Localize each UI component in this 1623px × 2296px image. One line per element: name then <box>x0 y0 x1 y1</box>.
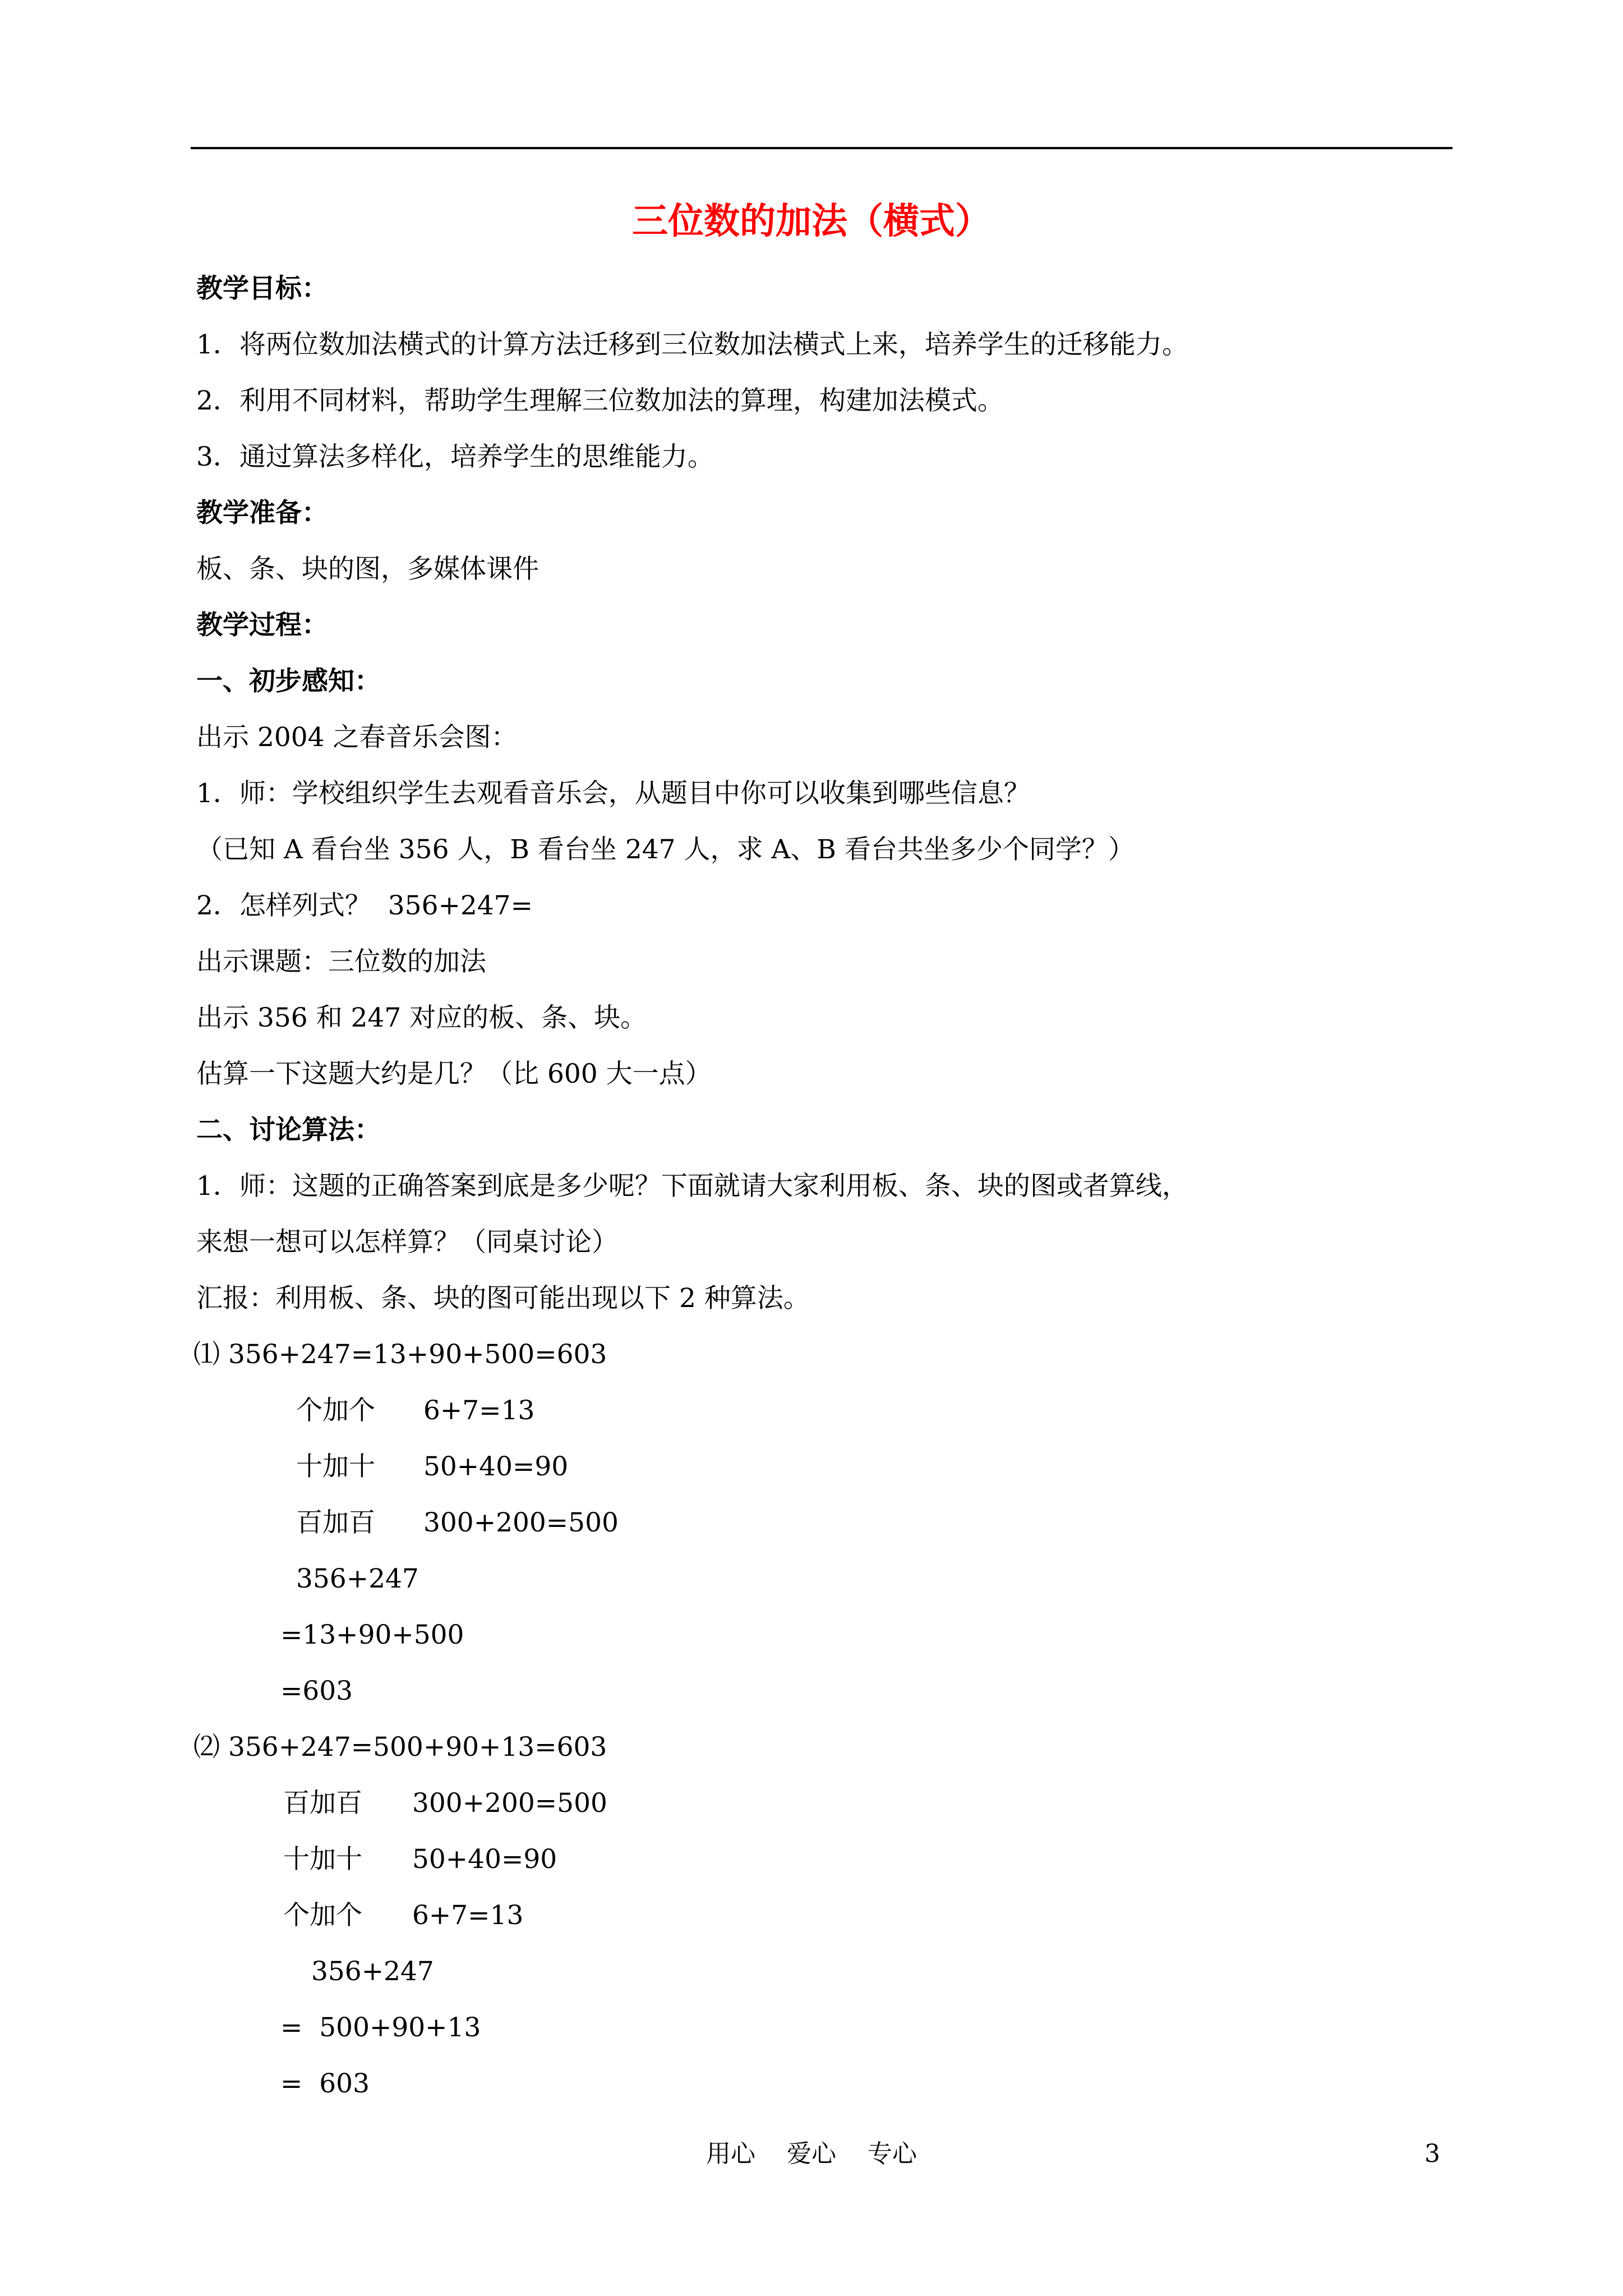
paragraph-3: （已知 A 看台坐 356 人，B 看台坐 247 人，求 A、B 看台共坐多少个同学？） <box>196 834 1135 865</box>
paragraph-7: 估算一下这题大约是几？（比 600 大一点） <box>196 1059 712 1089</box>
method1-step2: =13+90+500 <box>280 1619 464 1650</box>
method2-heading: ⑵ 356+247=500+90+13=603 <box>193 1732 607 1763</box>
paragraph-8: 1．师：这题的正确答案到底是多少呢？下面就请大家利用板、条、块的图或者算线， <box>196 1171 1188 1202</box>
method2-step3: = 603 <box>280 2068 370 2099</box>
method1-step1: 356+247 <box>296 1563 419 1594</box>
part2-heading: 二、讨论算法： <box>196 1115 381 1145</box>
method1-row2-expr: 50+40=90 <box>423 1451 569 1482</box>
method2-step1: 356+247 <box>311 1956 434 1987</box>
paragraph-5: 出示课题：三位数的加法 <box>196 946 486 977</box>
goal-3: 3．通过算法多样化，培养学生的思维能力。 <box>196 441 714 472</box>
method1-row2-label: 十加十 <box>296 1451 375 1482</box>
paragraph-1: 出示 2004 之春音乐会图： <box>196 722 518 753</box>
page-number: 3 <box>1424 2139 1440 2168</box>
part1-heading: 一、初步感知： <box>196 666 381 697</box>
paragraph-10: 汇报：利用板、条、块的图可能出现以下 2 种算法。 <box>196 1283 810 1314</box>
method2-step2: = 500+90+13 <box>280 2012 481 2043</box>
method2-row1-label: 百加百 <box>283 1788 362 1819</box>
paragraph-2: 1．师：学校组织学生去观看音乐会，从题目中你可以收集到哪些信息？ <box>196 778 1030 809</box>
method1-row3-label: 百加百 <box>296 1507 375 1538</box>
method2-row2-expr: 50+40=90 <box>412 1844 557 1875</box>
goals-heading: 教学目标： <box>196 273 328 304</box>
method2-row2-label: 十加十 <box>283 1844 362 1875</box>
process-heading: 教学过程： <box>196 610 328 641</box>
paragraph-9: 来想一想可以怎样算？（同桌讨论） <box>196 1227 618 1258</box>
method2-row3-expr: 6+7=13 <box>412 1900 524 1931</box>
header-rule <box>191 147 1453 149</box>
method2-row1-expr: 300+200=500 <box>412 1788 607 1819</box>
paragraph-6: 出示 356 和 247 对应的板、条、块。 <box>196 1002 647 1033</box>
method1-row3-expr: 300+200=500 <box>423 1507 619 1538</box>
page-title: 三位数的加法（横式） <box>632 200 991 242</box>
prep-text: 板、条、块的图，多媒体课件 <box>196 554 539 585</box>
method1-heading: ⑴ 356+247=13+90+500=603 <box>193 1339 607 1370</box>
goal-1: 1．将两位数加法横式的计算方法迁移到三位数加法横式上来，培养学生的迁移能力。 <box>196 329 1188 360</box>
method1-step3: =603 <box>280 1676 353 1706</box>
goal-2: 2．利用不同材料，帮助学生理解三位数加法的算理，构建加法模式。 <box>196 385 1004 416</box>
method1-row1-expr: 6+7=13 <box>423 1395 535 1426</box>
method2-row3-label: 个加个 <box>283 1900 362 1931</box>
method1-row1-label: 个加个 <box>296 1395 375 1426</box>
prep-heading: 教学准备： <box>196 498 328 528</box>
footer-motto: 用心 爱心 专心 <box>706 2139 917 2168</box>
paragraph-4: 2．怎样列式？ 356+247= <box>196 890 533 921</box>
